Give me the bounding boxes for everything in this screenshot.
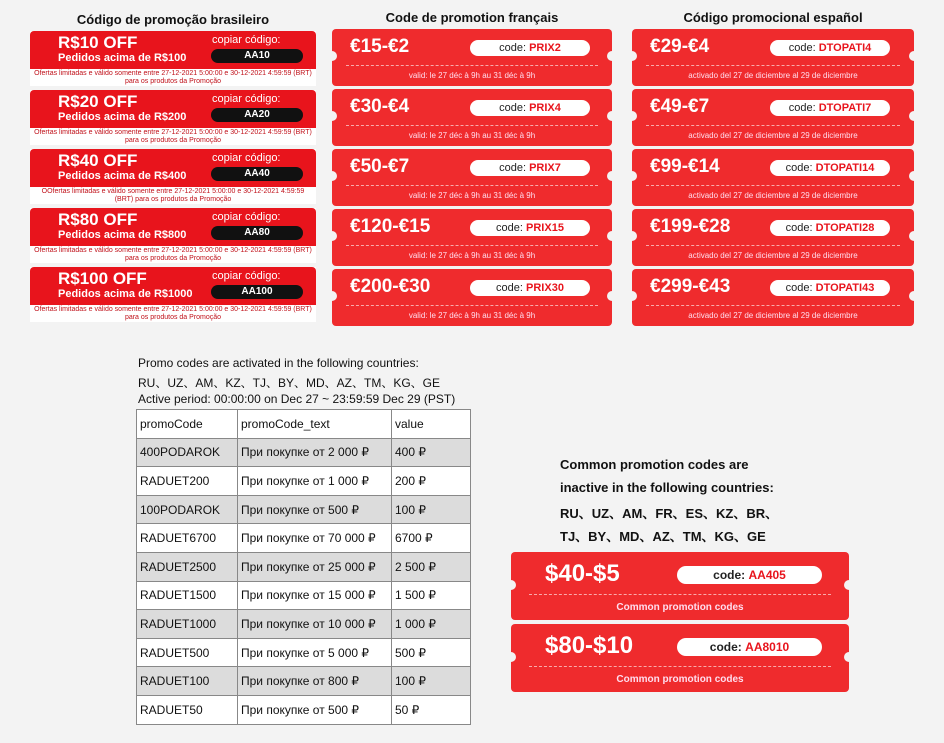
coupon-code-pill[interactable] xyxy=(770,160,890,176)
brazil-coupon[interactable] xyxy=(30,208,316,263)
coupon-amount: €299-€43 xyxy=(650,276,731,297)
table-cell: 500 ₽ xyxy=(392,638,471,667)
validity-text: activado del 27 de diciembre al 29 de diciembre xyxy=(688,71,858,80)
table-cell: 400PODAROK xyxy=(137,438,238,467)
spain-title: Código promocional español xyxy=(683,10,863,25)
table-cell: 100PODAROK xyxy=(137,495,238,524)
code-prefix: code: xyxy=(496,222,523,234)
common-line4: TJ、BY、MD、AZ、TM、KG、GE xyxy=(560,529,766,544)
promo-info-line2: RU、UZ、AM、KZ、TJ、BY、MD、AZ、TM、KG、GE xyxy=(138,376,440,390)
spain-coupon[interactable] xyxy=(632,89,914,146)
common-line3: RU、UZ、AM、FR、ES、KZ、BR、 xyxy=(560,506,779,521)
france-coupon[interactable] xyxy=(332,209,612,266)
table-cell: 200 ₽ xyxy=(392,467,471,496)
validity-text: activado del 27 de diciembre al 29 de diciembre xyxy=(688,191,858,200)
copy-code-label: copiar código: xyxy=(212,152,281,164)
coupon-minimum: Pedidos acima de R$1000 xyxy=(58,288,193,300)
coupon-amount: €15-€2 xyxy=(350,36,410,57)
ticket-notch xyxy=(506,580,516,590)
coupon-code: PRIX4 xyxy=(529,102,561,114)
divider xyxy=(529,594,831,595)
code-prefix: code: xyxy=(788,42,816,54)
table-cell: 6700 ₽ xyxy=(392,524,471,553)
column-header: promoCode xyxy=(137,410,238,439)
ticket-notch xyxy=(909,171,919,181)
code-prefix: code: xyxy=(785,282,813,294)
validity-text: valid: le 27 déc à 9h au 31 déc à 9h xyxy=(408,251,536,260)
ticket-notch xyxy=(327,231,337,241)
france-title: Code de promotion français xyxy=(385,10,559,25)
coupon-minimum: Pedidos acima de R$400 xyxy=(58,170,187,182)
table-cell: RADUET100 xyxy=(137,667,238,696)
table-cell: RADUET1000 xyxy=(137,610,238,639)
brazil-coupon[interactable] xyxy=(30,31,316,86)
validity-text: valid: le 27 déc à 9h au 31 déc à 9h xyxy=(408,131,536,140)
coupon-amount: €30-€4 xyxy=(350,96,410,117)
code-prefix: code: xyxy=(499,42,527,54)
column-header: value xyxy=(392,410,471,439)
coupon-code: DTOPATI28 xyxy=(815,222,875,234)
table-cell: При покупке от 10 000 ₽ xyxy=(238,610,392,639)
table-row xyxy=(137,638,471,667)
coupon-amount: R$80 OFF xyxy=(58,210,138,229)
brazil-coupon-header xyxy=(30,90,316,128)
coupon-code-pill[interactable] xyxy=(770,100,890,116)
code-prefix: code: xyxy=(499,102,527,114)
copy-code-label: copiar código: xyxy=(212,270,281,282)
common-coupon[interactable] xyxy=(511,552,849,620)
coupon-minimum: Pedidos acima de R$800 xyxy=(58,229,187,241)
table-row xyxy=(137,438,471,467)
coupon-code: PRIX15 xyxy=(526,222,564,234)
ticket-notch xyxy=(627,51,637,61)
brazil-coupon-header xyxy=(30,208,316,246)
table-cell: 400 ₽ xyxy=(392,438,471,467)
brazil-coupon[interactable] xyxy=(30,267,316,322)
france-coupon[interactable] xyxy=(332,149,612,206)
table-cell: 100 ₽ xyxy=(392,667,471,696)
spain-coupon[interactable] xyxy=(632,269,914,326)
table-cell: RADUET200 xyxy=(137,467,238,496)
table-cell: RADUET2500 xyxy=(137,552,238,581)
promo-info-line1: Promo codes are activated in the following countries: xyxy=(138,356,419,370)
coupon-code: DTOPATI14 xyxy=(815,162,875,174)
table-cell: При покупке от 5 000 ₽ xyxy=(238,638,392,667)
france-coupon[interactable] xyxy=(332,89,612,146)
code-prefix: code: xyxy=(788,102,816,114)
coupon-code-pill[interactable] xyxy=(470,160,590,176)
coupon-minimum: Pedidos acima de R$200 xyxy=(58,111,187,123)
code-prefix: code: xyxy=(499,162,527,174)
code-prefix: code: xyxy=(709,640,742,654)
divider xyxy=(646,305,900,306)
coupon-amount: €99-€14 xyxy=(650,156,720,177)
table-row xyxy=(137,695,471,724)
table-cell: При покупке от 800 ₽ xyxy=(238,667,392,696)
coupon-amount: €120-€15 xyxy=(350,216,431,237)
table-cell: При покупке от 500 ₽ xyxy=(238,695,392,724)
table-row xyxy=(137,610,471,639)
coupon-code: AA8010 xyxy=(745,640,790,654)
divider xyxy=(646,185,900,186)
ticket-notch xyxy=(607,111,617,121)
divider xyxy=(529,666,831,667)
table-header-row xyxy=(137,410,471,439)
spain-coupon[interactable] xyxy=(632,29,914,86)
coupon-code-pill[interactable] xyxy=(770,280,890,296)
table-cell: 50 ₽ xyxy=(392,695,471,724)
table-cell: При покупке от 1 000 ₽ xyxy=(238,467,392,496)
divider xyxy=(646,245,900,246)
copy-code-label: copiar código: xyxy=(212,93,281,105)
ticket-notch xyxy=(909,51,919,61)
common-coupon[interactable] xyxy=(511,624,849,692)
validity-text: activado del 27 de diciembre al 29 de diciembre xyxy=(688,311,858,320)
coupon-amount: $80-$10 xyxy=(545,632,634,659)
table-cell: RADUET50 xyxy=(137,695,238,724)
france-coupon[interactable] xyxy=(332,29,612,86)
table-cell: При покупке от 70 000 ₽ xyxy=(238,524,392,553)
coupon-code: DTOPATI4 xyxy=(818,42,872,54)
coupon-amount: €200-€30 xyxy=(350,276,431,297)
validity-text: valid: le 27 déc à 9h au 31 déc à 9h xyxy=(408,191,536,200)
coupon-terms: Ofertas limitadas e válido somente entre 27-12-2021 5:00:00 e 30-12-2021 4:59:59 (BRT) para os produtos da Promoção xyxy=(34,70,312,85)
coupon-code: PRIX7 xyxy=(529,162,561,174)
ticket-notch xyxy=(327,111,337,121)
coupon-code-pill[interactable] xyxy=(470,40,590,56)
coupon-code: AA405 xyxy=(748,568,786,582)
ticket-notch xyxy=(627,291,637,301)
coupon-amount: €50-€7 xyxy=(350,156,410,177)
spain-coupon[interactable] xyxy=(632,209,914,266)
coupon-code-pill[interactable] xyxy=(470,280,590,296)
coupon-code: DTOPATI43 xyxy=(815,282,875,294)
coupon-code-pill[interactable] xyxy=(677,566,822,584)
table-row xyxy=(137,495,471,524)
divider xyxy=(346,185,598,186)
table-cell: 1 500 ₽ xyxy=(392,581,471,610)
table-row xyxy=(137,524,471,553)
divider xyxy=(346,245,598,246)
promo-table xyxy=(136,409,471,725)
coupon-code: DTOPATI7 xyxy=(818,102,872,114)
ticket-notch xyxy=(909,291,919,301)
validity-text: activado del 27 de diciembre al 29 de diciembre xyxy=(688,131,858,140)
coupon-code-pill[interactable] xyxy=(770,40,890,56)
brazil-coupon-header xyxy=(30,31,316,69)
copy-code-label: copiar código: xyxy=(212,211,281,223)
ticket-notch xyxy=(627,111,637,121)
table-cell: RADUET1500 xyxy=(137,581,238,610)
ticket-notch xyxy=(607,171,617,181)
coupon-code: PRIX2 xyxy=(529,42,561,54)
coupon-amount: $40-$5 xyxy=(545,560,620,587)
code-prefix: code: xyxy=(785,222,813,234)
ticket-notch xyxy=(844,580,854,590)
brazil-coupon[interactable] xyxy=(30,90,316,145)
table-cell: 1 000 ₽ xyxy=(392,610,471,639)
brazil-coupon-header xyxy=(30,149,316,187)
code-prefix: code: xyxy=(785,162,813,174)
ticket-notch xyxy=(909,111,919,121)
coupon-terms: Ofertas limitadas e válido somente entre 27-12-2021 5:00:00 e 30-12-2021 4:59:59 (BRT) para os produtos da Promoção xyxy=(34,247,312,262)
validity-text: activado del 27 de diciembre al 29 de diciembre xyxy=(688,251,858,260)
spain-coupon[interactable] xyxy=(632,149,914,206)
ticket-notch xyxy=(627,231,637,241)
divider xyxy=(346,65,598,66)
copy-code-label: copiar código: xyxy=(212,34,281,46)
validity-text: valid: le 27 déc à 9h au 31 déc à 9h xyxy=(408,71,536,80)
coupon-terms: OOfertas limitadas e válido somente entre 27-12-2021 5:00:00 e 30-12-2021 4:59:59 (BRT) para os produtos da Promoção xyxy=(41,188,305,203)
ticket-notch xyxy=(627,171,637,181)
table-cell: RADUET6700 xyxy=(137,524,238,553)
table-row xyxy=(137,467,471,496)
table-row xyxy=(137,581,471,610)
ticket-notch xyxy=(506,652,516,662)
coupon-amount: €49-€7 xyxy=(650,96,710,117)
validity-text: valid: le 27 déc à 9h au 31 déc à 9h xyxy=(408,311,536,320)
table-row xyxy=(137,552,471,581)
coupon-code[interactable]: AA20 xyxy=(211,108,303,122)
ticket-notch xyxy=(607,231,617,241)
table-cell: При покупке от 25 000 ₽ xyxy=(238,552,392,581)
coupon-amount: R$40 OFF xyxy=(58,151,138,170)
coupon-code-pill[interactable] xyxy=(677,638,822,656)
table-cell: 100 ₽ xyxy=(392,495,471,524)
coupon-amount: €199-€28 xyxy=(650,216,731,237)
ticket-notch xyxy=(909,231,919,241)
coupon-code[interactable]: AA80 xyxy=(211,226,303,240)
coupon-code-pill[interactable] xyxy=(470,100,590,116)
column-header: promoCode_text xyxy=(238,410,392,439)
brazil-coupon-header xyxy=(30,267,316,305)
coupon-code-pill[interactable] xyxy=(470,220,590,236)
code-prefix: code: xyxy=(713,568,746,582)
coupon-amount: R$100 OFF xyxy=(58,269,147,288)
common-label: Common promotion codes xyxy=(616,602,744,613)
table-cell: При покупке от 2 000 ₽ xyxy=(238,438,392,467)
ticket-notch xyxy=(607,291,617,301)
coupon-code: PRIX30 xyxy=(526,282,564,294)
brazil-title: Código de promoção brasileiro xyxy=(76,12,270,27)
coupon-amount: €29-€4 xyxy=(650,36,710,57)
ticket-notch xyxy=(327,51,337,61)
table-row xyxy=(137,667,471,696)
coupon-minimum: Pedidos acima de R$100 xyxy=(58,52,187,64)
table-cell: При покупке от 500 ₽ xyxy=(238,495,392,524)
coupon-terms: Ofertas limitadas e válido somente entre 27-12-2021 5:00:00 e 30-12-2021 4:59:59 (BRT) para os produtos da Promoção xyxy=(34,129,312,144)
code-prefix: code: xyxy=(496,282,523,294)
table-cell: При покупке от 15 000 ₽ xyxy=(238,581,392,610)
coupon-code[interactable]: AA10 xyxy=(211,49,303,63)
coupon-amount: R$20 OFF xyxy=(58,92,138,111)
common-line2: inactive in the following countries: xyxy=(560,480,774,495)
ticket-notch xyxy=(607,51,617,61)
coupon-code[interactable]: AA40 xyxy=(211,167,303,181)
coupon-terms: Ofertas limitadas e válido somente entre 27-12-2021 5:00:00 e 30-12-2021 4:59:59 (BRT) para os produtos da Promoção xyxy=(34,306,312,321)
promo-info-line3: Active period: 00:00:00 on Dec 27 ~ 23:59:59 Dec 29 (PST) xyxy=(138,392,456,406)
coupon-amount: R$10 OFF xyxy=(58,33,138,52)
common-line1: Common promotion codes are xyxy=(560,457,749,472)
ticket-notch xyxy=(327,291,337,301)
table-cell: RADUET500 xyxy=(137,638,238,667)
coupon-code[interactable]: AA100 xyxy=(211,285,303,299)
ticket-notch xyxy=(327,171,337,181)
coupon-code-pill[interactable] xyxy=(770,220,890,236)
table-cell: 2 500 ₽ xyxy=(392,552,471,581)
ticket-notch xyxy=(844,652,854,662)
divider xyxy=(646,125,900,126)
brazil-coupon[interactable] xyxy=(30,149,316,204)
divider xyxy=(346,125,598,126)
france-coupon[interactable] xyxy=(332,269,612,326)
divider xyxy=(646,65,900,66)
common-label: Common promotion codes xyxy=(616,674,744,685)
divider xyxy=(346,305,598,306)
